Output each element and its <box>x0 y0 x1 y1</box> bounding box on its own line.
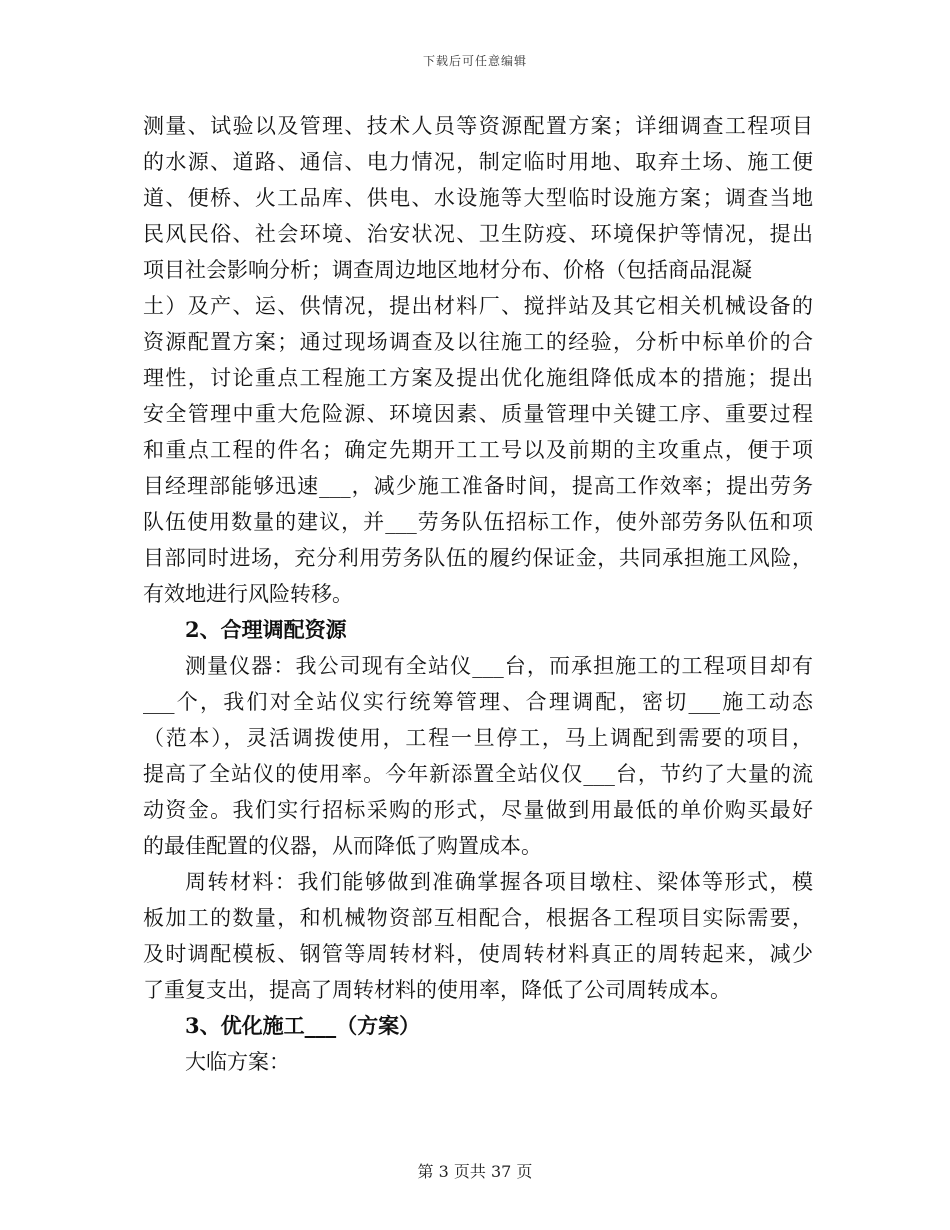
text-line: 提高了全站仪的使用率。今年新添置全站仪仅___台，节约了大量的流 <box>143 762 813 786</box>
text-line: 项目社会影响分析；调查周边地区地材分布、价格（包括商品混凝 <box>143 258 752 282</box>
text-line: 民风民俗、社会环境、治安状况、卫生防疫、环境保护等情况，提出 <box>143 222 813 246</box>
text-line: 安全管理中重大危险源、环境因素、质量管理中关键工序、重要过程 <box>143 402 813 426</box>
paragraph-first-line: 测量仪器：我公司现有全站仪___台，而承担施工的工程项目却有 <box>185 654 813 678</box>
text-line: 了重复支出，提高了周转材料的使用率，降低了公司周转成本。 <box>143 978 731 1002</box>
text-line: 动资金。我们实行招标采购的形式，尽量做到用最低的单价购买最好 <box>143 798 813 822</box>
text-line: 目经理部能够迅速___，减少施工准备时间，提高工作效率；提出劳务 <box>143 474 813 498</box>
text-line: 的水源、道路、通信、电力情况，制定临时用地、取弃土场、施工便 <box>143 150 813 174</box>
text-line: 道、便桥、火工品库、供电、水设施等大型临时设施方案；调查当地 <box>143 186 813 210</box>
document-body <box>143 108 813 1080</box>
text-line: 队伍使用数量的建议，并___劳务队伍招标工作，使外部劳务队伍和项 <box>143 510 813 534</box>
text-line: 有效地进行风险转移。 <box>143 582 353 606</box>
text-line: 的最佳配置的仪器，从而降低了购置成本。 <box>143 834 542 858</box>
text-line: 测量、试验以及管理、技术人员等资源配置方案；详细调查工程项目 <box>143 114 813 138</box>
text-line: 板加工的数量，和机械物资部互相配合，根据各工程项目实际需要， <box>143 906 813 930</box>
text-line: ___个，我们对全站仪实行统筹管理、合理调配，密切___施工动态 <box>143 690 813 714</box>
text-line: 目部同时进场，充分利用劳务队伍的履约保证金，共同承担施工风险， <box>143 546 813 570</box>
section-heading: 3、优化施工___（方案） <box>185 1013 421 1038</box>
page-footer: 第 3 页共 37 页 <box>417 1162 533 1181</box>
paragraph-first-line: 周转材料：我们能够做到准确掌握各项目墩柱、梁体等形式，模 <box>185 870 813 894</box>
paragraph-first-line: 大临方案： <box>185 1050 290 1074</box>
text-line: 理性，讨论重点工程施工方案及提出优化施组降低成本的措施；提出 <box>143 366 813 390</box>
text-line: 和重点工程的件名；确定先期开工工号以及前期的主攻重点，便于项 <box>143 438 813 462</box>
text-line: 资源配置方案；通过现场调查及以往施工的经验，分析中标单价的合 <box>143 330 813 354</box>
text-line: （范本），灵活调拨使用，工程一旦停工，马上调配到需要的项目， <box>143 726 813 750</box>
text-line: 土）及产、运、供情况，提出材料厂、搅拌站及其它相关机械设备的 <box>143 294 813 318</box>
page-header: 下载后可任意编辑 <box>422 54 527 68</box>
section-heading: 2、合理调配资源 <box>185 617 347 642</box>
text-line: 及时调配模板、钢管等周转材料，使周转材料真正的周转起来，减少 <box>143 942 813 966</box>
